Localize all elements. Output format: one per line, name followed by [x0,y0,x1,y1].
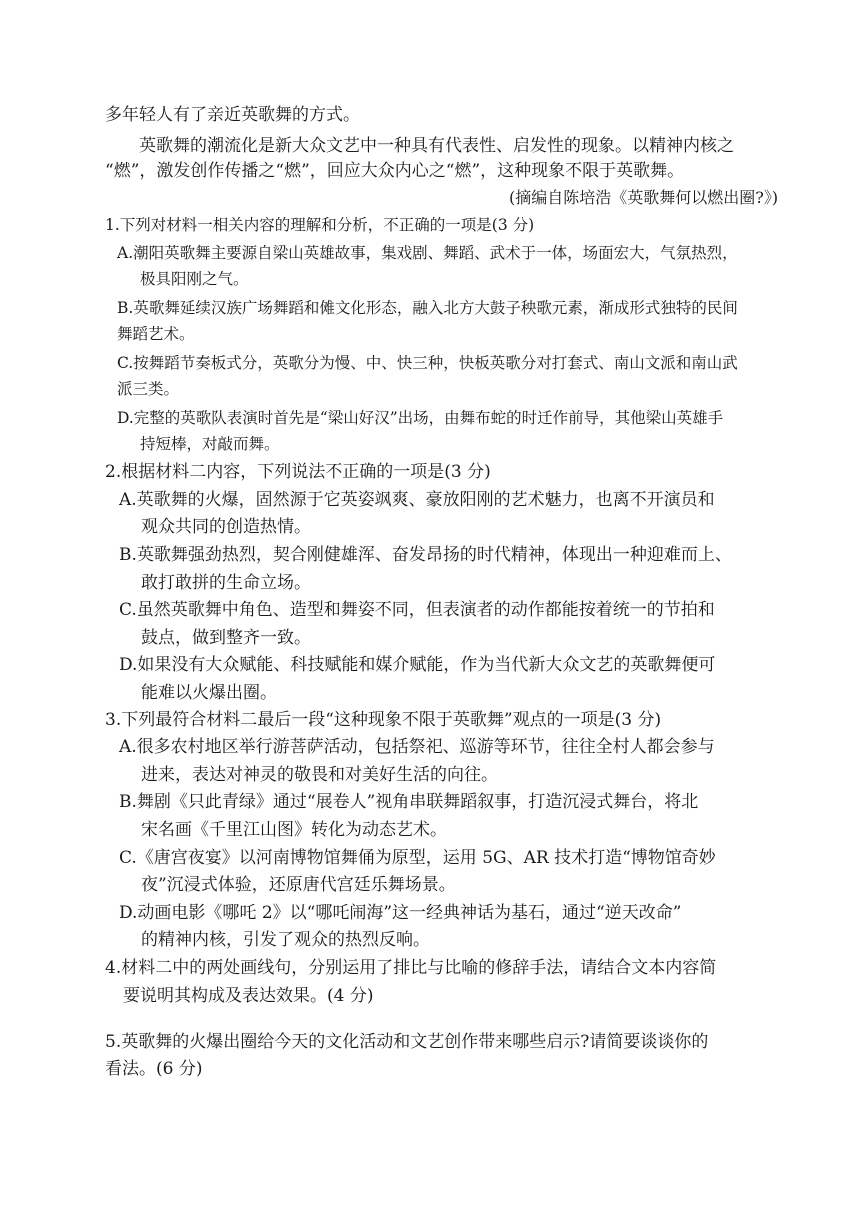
question-2-option-a-cont: 观众共同的创造热情。 [141,517,311,537]
question-1-option-b[interactable]: B.英歌舞延续汉族广场舞蹈和傩文化形态，融入北方大鼓子秧歌元素，渐成形式独特的民间 [117,299,738,317]
question-1-option-c-cont: 派三类。 [117,380,180,398]
question-1-option-b-cont: 舞蹈艺术。 [117,325,195,343]
question-3-option-d[interactable]: D.动画电影《哪吒 2》以“哪吒闹海”这一经典神话为基石，通过“逆天改命” [119,903,682,923]
question-1-stem: 1.下列对材料一相关内容的理解和分析，不正确的一项是(3 分) [105,216,535,234]
question-2-option-d-cont: 能难以火爆出圈。 [141,683,277,703]
question-1-option-d[interactable]: D.完整的英歌队表演时首先是“梁山好汉”出场，由舞布蛇的时迁作前导，其他梁山英雄手 [117,409,724,427]
question-3-option-b-cont: 宋名画《千里江山图》转化为动态艺术。 [141,820,447,840]
question-2-option-c[interactable]: C.虽然英歌舞中角色、造型和舞姿不同，但表演者的动作都能按着统一的节拍和 [119,600,715,620]
question-1-option-c[interactable]: C.按舞蹈节奏板式分，英歌分为慢、中、快三种，快板英歌分对打套式、南山文派和南山武 [117,354,738,372]
question-5-stem-cont: 看法。(6 分) [105,1059,203,1079]
question-2-option-c-cont: 鼓点，做到整齐一致。 [141,628,311,648]
passage-line-3: “燃”，激发创作传播之“燃”，回应大众内心之“燃”，这种现象不限于英歌舞。 [105,161,685,181]
question-3-option-c[interactable]: C.《唐宫夜宴》以河南博物馆舞俑为原型，运用 5G、AR 技术打造“博物馆奇妙 [119,848,716,868]
question-2-stem: 2.根据材料二内容，下列说法不正确的一项是(3 分) [105,462,491,482]
question-3-option-c-cont: 夜”沉浸式体验，还原唐代宫廷乐舞场景。 [141,875,456,895]
question-2-option-d[interactable]: D.如果没有大众赋能、科技赋能和媒介赋能，作为当代新大众文艺的英歌舞便可 [119,655,716,675]
passage-line-1: 多年轻人有了亲近英歌舞的方式。 [105,105,360,125]
question-1-option-d-cont: 持短棒，对敲而舞。 [140,435,280,453]
question-3-option-a[interactable]: A.很多农村地区举行游菩萨活动，包括祭祀、巡游等环节，往往全村人都会参与 [119,737,715,757]
question-4-stem-cont: 要说明其构成及表达效果。(4 分) [123,986,374,1006]
question-3-stem: 3.下列最符合材料二最后一段“这种现象不限于英歌舞”观点的一项是(3 分) [105,710,662,730]
question-2-option-b[interactable]: B.英歌舞强劲热烈，契合刚健雄浑、奋发昂扬的时代精神，体现出一种迎难而上、 [119,545,732,565]
question-5-stem: 5.英歌舞的火爆出圈给今天的文化活动和文艺创作带来哪些启示?请简要谈谈你的 [105,1032,709,1052]
question-3-option-d-cont: 的精神内核，引发了观众的热烈反响。 [141,930,430,950]
question-1-option-a-cont: 极具阳刚之气。 [140,270,249,288]
passage-source: (摘编自陈培浩《英歌舞何以燃出圈?》) [509,188,779,207]
question-4-stem: 4.材料二中的两处画线句，分别运用了排比与比喻的修辞手法，请结合文本内容简 [105,958,717,978]
question-3-option-a-cont: 进来，表达对神灵的敬畏和对美好生活的向往。 [141,765,498,785]
passage-line-2: 英歌舞的潮流化是新大众文艺中一种具有代表性、启发性的现象。以精神内核之 [139,136,734,156]
question-2-option-b-cont: 敢打敢拼的生命立场。 [141,573,311,593]
question-2-option-a[interactable]: A.英歌舞的火爆，固然源于它英姿飒爽、豪放阳刚的艺术魅力，也离不开演员和 [119,490,715,510]
question-3-option-b[interactable]: B.舞剧《只此青绿》通过“展卷人”视角串联舞蹈叙事，打造沉浸式舞台，将北 [119,792,699,812]
question-1-option-a[interactable]: A.潮阳英歌舞主要源自梁山英雄故事，集戏剧、舞蹈、武术于一体，场面宏大，气氛热烈， [117,244,738,262]
